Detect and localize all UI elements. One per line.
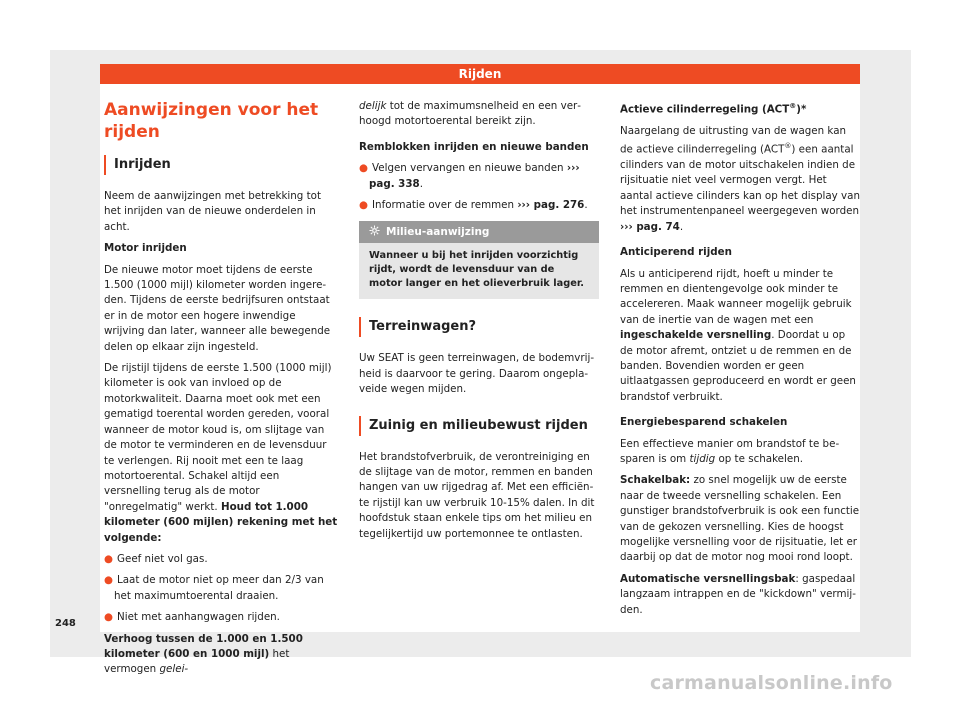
act-head-end: )*: [796, 103, 807, 116]
page-reference-link[interactable]: ››› pag. 338: [369, 162, 580, 190]
list-item-text: Geef niet vol gas.: [117, 552, 208, 565]
verhoog-text: het vermogen: [104, 647, 290, 676]
antic-text-a: Als u anticiperend rijdt, hoeft u minder te remmen en dientengevolge ook minder te accelereren. Maak wanneer mogelijk gebruik van de inertie van de wagen met een: [620, 267, 852, 326]
act-text-a: Naargelang de uitrusting van de wagen kan de actieve cilinderregeling (ACT: [620, 124, 847, 156]
motor-paragraph-2: [104, 361, 339, 546]
antic-text-b: . Doordat u op de motor afremt, ontziet u de remmen en de banden. Bovendien worden er geen uitlaatgassen geproduceerd en wordt er geen brandstof verbruikt.: [620, 329, 856, 403]
continued-italic: delijk: [359, 100, 387, 112]
act-paragraph: [620, 124, 860, 235]
leaf-icon: [369, 225, 380, 236]
continued-text: tot de maximumsnelheid en een verhoogd motortoerental bereikt zijn.: [359, 100, 581, 128]
motor-paragraph-2-bold: Houd tot 1.000 kilometer (600 mijlen) rekening met het volgende:: [104, 500, 338, 544]
section-heading-inrijden: Inrijden: [104, 155, 339, 175]
bullet-icon: ●: [359, 199, 368, 212]
schakel-text: zo snel mogelijk uw de eerste naar de tweede versnelling schakelen. Een gunstiger brandstofverbruik is ook een functie van de gekozen versnelling. Kies de hoogst mogelijke versnelling voor de rijsituatie, let er daarbij op dat de motor nog mooi rond loopt.: [620, 474, 860, 564]
subheading-motor-inrijden: Motor inrijden: [104, 242, 187, 255]
bullet-icon: ●: [104, 552, 113, 565]
list-item: [104, 573, 339, 604]
column-1: [104, 99, 339, 684]
punctuation: .: [584, 199, 588, 212]
environment-note-header: [359, 221, 599, 243]
act-head-text: Actieve cilinderregeling (ACT: [620, 103, 790, 116]
page-number: 248: [55, 618, 76, 629]
list-item: [104, 610, 339, 625]
verhoog-paragraph: [104, 632, 339, 678]
list-item: [104, 552, 339, 567]
act-text-b: ) een aantal cilinders van de motor uitschakelen indien de rijsituatie niet veel vermogen vergt. Het aantal actieve cilinders kan op het display van het instrumentenpaneel weergegeven worden: [620, 143, 860, 218]
column-2: [359, 99, 599, 548]
motor-paragraph-2-text: De rijstijl tijdens de eerste 1.500 (1000 mijl) kilometer is ook van invloed op de motorkwaliteit. Daarna moet ook met een gematigd toerental worden gereden, vooral wanneer de motor koud is, om slijtage van de motor te verminderen en de levensduur te verlengen. Rij nooit met een te laag motortoerental. Schakel altijd een versnelling terug als de motor "onregelmatig" werkt.: [104, 362, 332, 513]
bullet-icon: ●: [104, 574, 113, 587]
anticiperend-paragraph: [620, 267, 860, 406]
list-item-text: Velgen vervangen en nieuwe banden: [372, 162, 564, 175]
page-reference-link[interactable]: ››› pag. 276: [517, 199, 585, 212]
zuinig-paragraph: Het brandstofverbruik, de verontreiniging en de slijtage van de motor, remmen en banden hangen van uw rijgedrag af. Met een efficiënte rijstijl kan uw verbruik 10-15% dalen. In dit hoofdstuk staan enkele tips om het milieu en tegelijkertijd uw portemonnee te ontlasten.: [359, 450, 595, 540]
motor-paragraph-1: De nieuwe motor moet tijdens de eerste 1.500 (1000 mijl) kilometer worden ingereden. Tijdens de eerste bedrijfsuren ontstaat er in de motor een hogere inwendige wrijving dan later, wanneer alle bewegende delen op elkaar zijn ingesteld.: [104, 263, 331, 353]
registered-mark: ®: [789, 102, 797, 110]
subheading-remblokken: Remblokken inrijden en nieuwe banden: [359, 140, 589, 153]
watermark: carmanualsonline.info: [650, 672, 893, 694]
page-reference-link[interactable]: ››› pag. 74: [620, 220, 680, 233]
auto-text: : gaspedaal langzaam intrappen en de "kickdown" vermijden.: [620, 572, 856, 616]
punctuation: .: [419, 177, 423, 190]
antic-bold: ingeschakelde versnelling: [620, 329, 772, 342]
punctuation: .: [679, 220, 684, 233]
terrein-paragraph: Uw SEAT is geen terreinwagen, de bodemvrijheid is daarvoor te gering. Daarom ongeplaveide wegen mijden.: [359, 352, 595, 396]
continued-paragraph: [359, 99, 599, 130]
energie-paragraph: [620, 437, 860, 468]
list-item-text: Niet met aanhangwagen rijden.: [117, 611, 280, 624]
section-heading-terreinwagen: Terreinwagen?: [359, 317, 599, 337]
energie-text-b: op te schakelen.: [718, 452, 803, 465]
environment-note-text: Wanneer u bij het inrijden voorzichtig rijdt, wordt de levensduur van de motor langer en het olieverbruik lager.: [369, 250, 585, 290]
chapter-header: Rijden: [100, 64, 860, 84]
intro-paragraph: Neem de aanwijzingen met betrekking tot het inrijden van de nieuwe onderdelen in acht.: [104, 190, 321, 233]
section-heading-zuinig: Zuinig en milieubewust rijden: [359, 416, 599, 436]
list-item-text: Informatie over de remmen: [372, 199, 515, 212]
environment-note-box: [359, 221, 599, 299]
subheading-act: [620, 99, 860, 118]
list-item-text: Laat de motor niet op meer dan 2/3 van het maximumtoerental draaien.: [114, 574, 324, 602]
subheading-energie: Energiebesparend schakelen: [620, 416, 788, 429]
environment-note-title: Milieu-aanwijzing: [386, 226, 490, 239]
subheading-anticiperend: Anticiperend rijden: [620, 246, 732, 259]
energie-text-a: Een effectieve manier om brandstof te besparen is om: [620, 437, 840, 465]
page-title: Aanwijzingen voor het rijden: [104, 100, 319, 142]
schakelbak-paragraph: [620, 473, 860, 565]
auto-bold: Automatische versnellingsbak: [620, 572, 796, 585]
energie-italic: tijdig: [689, 452, 716, 465]
bullet-icon: ●: [104, 611, 113, 624]
column-3: [620, 99, 860, 624]
verhoog-bold: Verhoog tussen de 1.000 en 1.500 kilometer (600 en 1000 mijl): [104, 632, 303, 660]
verhoog-italic: gelei-: [159, 663, 189, 676]
bullet-icon: ●: [359, 162, 368, 175]
list-item: [359, 198, 599, 213]
automatisch-paragraph: [620, 572, 860, 618]
list-item: [359, 161, 599, 192]
schakel-bold: Schakelbak:: [620, 474, 691, 487]
registered-mark: ®: [784, 142, 792, 151]
